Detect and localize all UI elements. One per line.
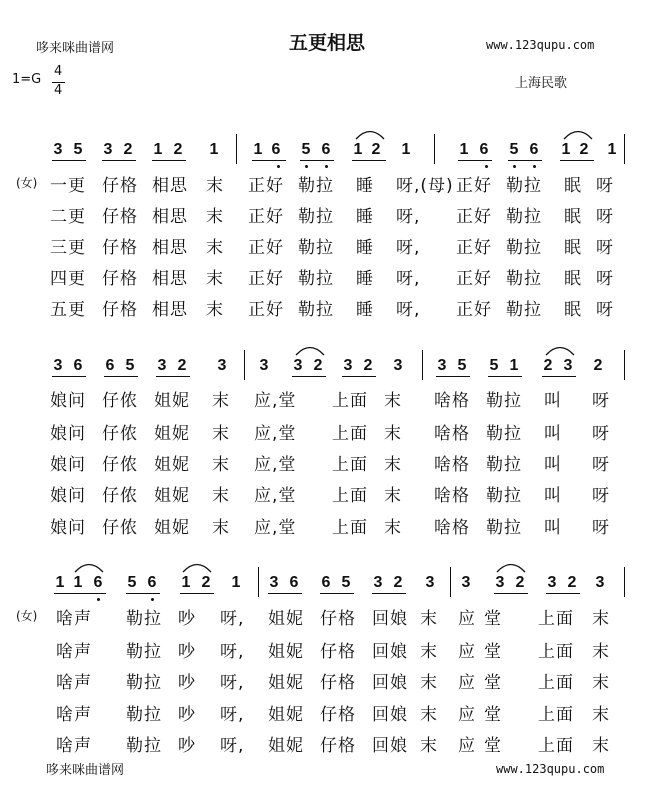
lyric: 堂 [484,673,502,693]
note: 1 [561,141,571,158]
lyric: 勒拉 [486,455,522,475]
lyric: 上面 [332,391,368,411]
note: 3 [425,574,435,591]
eighth-beam [436,376,470,377]
slur [496,561,526,573]
lyric: 应 [458,642,476,662]
bar-line [450,567,451,597]
note: 3 [269,574,279,591]
lyric: 仔侬 [102,518,138,538]
lyric: 勒拉 [126,673,162,693]
note: 6 [105,357,115,374]
lyric: 相思 [152,269,188,289]
lyric: 勒拉 [298,269,334,289]
lyric: 末 [592,642,610,662]
lyric: 上面 [332,486,368,506]
eighth-beam [300,160,334,161]
eighth-beam [102,160,136,161]
lyric: 末 [384,424,402,444]
lyric: 睡 [356,176,374,196]
lyric: 末 [592,609,610,629]
note: 3 [343,357,353,374]
note: 3 [53,141,63,158]
note: 1 [607,141,617,158]
lyric: 呀 [596,207,614,227]
note: 6 [271,141,281,158]
lyric: 啥格 [434,486,470,506]
lyric: 回娘 [372,736,408,756]
key-signature: 1=G [12,72,42,87]
lyric: 仔格 [102,300,138,320]
lyric: 呀, [220,673,245,693]
lyric: 四更 [50,269,86,289]
lyric: 睡 [356,207,374,227]
lyric: 末 [212,455,230,475]
lyric: 仔侬 [102,424,138,444]
lyric: 相思 [152,238,188,258]
lyric: 仔格 [320,705,356,725]
lyric: 末 [206,238,224,258]
lyric: 相思 [152,176,188,196]
bar-line [624,350,625,380]
lyric: 呀 [596,300,614,320]
note: 6 [147,574,157,591]
lyric: 上面 [332,518,368,538]
eighth-beam [542,376,576,377]
low-octave-dot [325,165,328,168]
lyric: 呀 [592,391,610,411]
lyric: 堂 [484,705,502,725]
lyric: 勒拉 [506,300,542,320]
eighth-beam [560,160,594,161]
note: 3 [437,357,447,374]
lyric: 睡 [356,300,374,320]
lyric: 呀,(母) [396,176,454,196]
site-url-header[interactable]: www.123qupu.com [486,38,595,52]
low-octave-dot [277,165,280,168]
song-genre: 上海民歌 [515,76,568,91]
note: 5 [73,141,83,158]
lyric: 吵 [178,705,196,725]
lyric: 勒拉 [126,705,162,725]
lyric: 吵 [178,736,196,756]
note: 1 [231,574,241,591]
lyric: 末 [420,609,438,629]
lyric: 吵 [178,609,196,629]
lyric: 应 [458,705,476,725]
lyric: 叫 [544,486,562,506]
note: 6 [321,574,331,591]
lyric: 呀, [396,269,421,289]
lyric: 勒拉 [506,207,542,227]
lyric: 眠 [564,238,582,258]
note: 2 [543,357,553,374]
lyric: 正好 [248,238,284,258]
lyric: 仔格 [102,238,138,258]
lyric: 仔格 [320,609,356,629]
note: 3 [293,357,303,374]
lyric: 应,堂 [254,391,297,411]
low-octave-dot [513,165,516,168]
lyric: 二更 [50,207,86,227]
note: 2 [567,574,577,591]
lyric: 回娘 [372,609,408,629]
lyric: 回娘 [372,673,408,693]
lyric: 睡 [356,269,374,289]
lyric: 眠 [564,269,582,289]
lyric: 姐妮 [268,609,304,629]
slur [355,128,385,140]
slur [295,344,325,356]
lyric: 叫 [544,424,562,444]
lyric: 呀, [220,736,245,756]
lyric: 正好 [248,176,284,196]
lyric: 上面 [332,455,368,475]
note: 6 [73,357,83,374]
eighth-beam [292,376,326,377]
eighth-beam [508,160,542,161]
lyric: 勒拉 [126,736,162,756]
lyric: 姐妮 [154,455,190,475]
lyric: 呀 [596,269,614,289]
note: 1 [509,357,519,374]
lyric: 啥格 [434,424,470,444]
lyric: 末 [592,673,610,693]
lyric: 吵 [178,673,196,693]
note: 3 [547,574,557,591]
lyric: 应,堂 [254,424,297,444]
lyric: 勒拉 [298,238,334,258]
lyric: 呀, [220,642,245,662]
lyric: 末 [206,269,224,289]
note: 3 [373,574,383,591]
lyric: 相思 [152,207,188,227]
bar-line [422,350,423,380]
lyric: 仔侬 [102,391,138,411]
lyric: 勒拉 [486,424,522,444]
note: 5 [489,357,499,374]
bar-line [624,134,625,164]
eighth-beam [152,160,186,161]
lyric: 姐妮 [154,486,190,506]
note: 6 [321,141,331,158]
eighth-beam [372,593,406,594]
note: 5 [457,357,467,374]
note: 3 [393,357,403,374]
lyric: 正好 [456,207,492,227]
note: 3 [53,357,63,374]
low-octave-dot [533,165,536,168]
note: 5 [341,574,351,591]
note: 2 [579,141,589,158]
lyric: 相思 [152,300,188,320]
lyric: 末 [420,705,438,725]
note: 6 [479,141,489,158]
lyric: 呀 [592,424,610,444]
lyric: 呀 [592,455,610,475]
lyric: 五更 [50,300,86,320]
lyric: 勒拉 [486,518,522,538]
note: 3 [563,357,573,374]
lyric: 呀, [220,705,245,725]
lyric: 叫 [544,518,562,538]
lyric: 末 [212,486,230,506]
lyric: 应 [458,736,476,756]
lyric: 应,堂 [254,455,297,475]
lyric: 末 [592,705,610,725]
eighth-beam [54,593,106,594]
lyric: 姐妮 [268,736,304,756]
lyric: 上面 [538,642,574,662]
low-octave-dot [97,598,100,601]
lyric: 呀, [220,609,245,629]
bar-line [624,567,625,597]
lyric: 末 [206,300,224,320]
lyric: 堂 [484,736,502,756]
note: 6 [289,574,299,591]
note: 2 [313,357,323,374]
lyric: 娘问 [50,424,86,444]
voice-label: (女) [16,176,38,190]
lyric: 啥声 [56,642,92,662]
lyric: 勒拉 [486,486,522,506]
lyric: 呀 [592,486,610,506]
lyric: 呀 [592,518,610,538]
slur [563,128,593,140]
lyric: 勒拉 [506,176,542,196]
note: 2 [173,141,183,158]
lyric: 正好 [456,300,492,320]
note: 1 [459,141,469,158]
eighth-beam [52,160,86,161]
lyric: 一更 [50,176,86,196]
lyric: 仔侬 [102,455,138,475]
lyric: 啥格 [434,391,470,411]
lyric: 堂 [484,642,502,662]
lyric: 睡 [356,238,374,258]
lyric: 仔格 [320,642,356,662]
lyric: 应 [458,673,476,693]
note: 2 [371,141,381,158]
note: 3 [259,357,269,374]
lyric: 勒拉 [298,176,334,196]
lyric: 末 [212,391,230,411]
eighth-beam [180,593,214,594]
lyric: 仔格 [320,673,356,693]
note: 1 [55,574,65,591]
lyric: 呀 [596,176,614,196]
lyric: 眠 [564,176,582,196]
lyric: 上面 [332,424,368,444]
low-octave-dot [151,598,154,601]
lyric: 勒拉 [506,238,542,258]
lyric: 末 [420,673,438,693]
lyric: 勒拉 [298,207,334,227]
note: 3 [461,574,471,591]
lyric: 啥声 [56,609,92,629]
lyric: 末 [384,486,402,506]
eighth-beam [268,593,302,594]
lyric: 姐妮 [268,705,304,725]
note: 3 [217,357,227,374]
time-signature-top: 4 [54,64,63,79]
note: 1 [253,141,263,158]
site-name-header: 哆来咪曲谱网 [36,41,115,56]
eighth-beam [494,593,528,594]
lyric: 啥格 [434,455,470,475]
lyric: 叫 [544,455,562,475]
note: 2 [363,357,373,374]
lyric: 叫 [544,391,562,411]
lyric: 姐妮 [154,518,190,538]
note: 2 [201,574,211,591]
lyric: 呀, [396,238,421,258]
lyric: 勒拉 [506,269,542,289]
note: 1 [153,141,163,158]
lyric: 呀, [396,300,421,320]
eighth-beam [252,160,286,161]
lyric: 呀, [396,207,421,227]
lyric: 回娘 [372,705,408,725]
note: 2 [177,357,187,374]
lyric: 回娘 [372,642,408,662]
lyric: 正好 [456,238,492,258]
note: 1 [181,574,191,591]
note: 2 [593,357,603,374]
slur [74,561,104,573]
eighth-beam [104,376,138,377]
lyric: 娘问 [50,391,86,411]
lyric: 眠 [564,207,582,227]
eighth-beam [52,376,86,377]
time-signature-bottom: 4 [54,83,63,98]
note: 5 [127,574,137,591]
lyric: 应,堂 [254,486,297,506]
bar-line [244,350,245,380]
lyric: 末 [206,207,224,227]
site-name-footer: 哆来咪曲谱网 [46,763,125,778]
eighth-beam [156,376,190,377]
song-title: 五更相思 [289,32,366,54]
eighth-beam [126,593,160,594]
note: 2 [515,574,525,591]
lyric: 娘问 [50,455,86,475]
note: 3 [103,141,113,158]
lyric: 娘问 [50,486,86,506]
note: 1 [73,574,83,591]
lyric: 姐妮 [268,673,304,693]
eighth-beam [342,376,376,377]
note: 1 [353,141,363,158]
lyric: 末 [384,391,402,411]
lyric: 正好 [248,207,284,227]
lyric: 应 [458,609,476,629]
lyric: 末 [212,424,230,444]
low-octave-dot [305,165,308,168]
note: 1 [401,141,411,158]
slur [545,344,575,356]
lyric: 仔格 [102,207,138,227]
lyric: 吵 [178,642,196,662]
lyric: 上面 [538,736,574,756]
slur [182,561,212,573]
lyric: 啥声 [56,736,92,756]
note: 1 [209,141,219,158]
lyric: 仔格 [102,176,138,196]
lyric: 姐妮 [268,642,304,662]
note: 3 [595,574,605,591]
lyric: 勒拉 [126,642,162,662]
lyric: 末 [212,518,230,538]
lyric: 末 [420,736,438,756]
lyric: 正好 [248,269,284,289]
lyric: 勒拉 [486,391,522,411]
eighth-beam [488,376,522,377]
note: 2 [393,574,403,591]
bar-line [258,567,259,597]
lyric: 姐妮 [154,424,190,444]
lyric: 仔侬 [102,486,138,506]
lyric: 末 [206,176,224,196]
lyric: 仔格 [102,269,138,289]
lyric: 眠 [564,300,582,320]
lyric: 上面 [538,705,574,725]
bar-line [236,134,237,164]
lyric: 啥声 [56,673,92,693]
note: 6 [93,574,103,591]
lyric: 末 [420,642,438,662]
lyric: 应,堂 [254,518,297,538]
lyric: 堂 [484,609,502,629]
lyric: 三更 [50,238,86,258]
lyric: 正好 [248,300,284,320]
note: 5 [301,141,311,158]
low-octave-dot [485,165,488,168]
lyric: 仔格 [320,736,356,756]
lyric: 啥声 [56,705,92,725]
eighth-beam [546,593,580,594]
lyric: 勒拉 [298,300,334,320]
note: 5 [125,357,135,374]
site-url-footer[interactable]: www.123qupu.com [496,762,605,776]
lyric: 姐妮 [154,391,190,411]
lyric: 末 [592,736,610,756]
eighth-beam [352,160,386,161]
eighth-beam [320,593,354,594]
lyric: 娘问 [50,518,86,538]
lyric: 上面 [538,609,574,629]
lyric: 正好 [456,176,492,196]
note: 2 [123,141,133,158]
lyric: 勒拉 [126,609,162,629]
voice-label: (女) [16,609,38,623]
bar-line [434,134,435,164]
eighth-beam [458,160,492,161]
lyric: 末 [384,455,402,475]
lyric: 呀 [596,238,614,258]
lyric: 啥格 [434,518,470,538]
note: 3 [495,574,505,591]
lyric: 末 [384,518,402,538]
lyric: 上面 [538,673,574,693]
note: 5 [509,141,519,158]
lyric: 正好 [456,269,492,289]
note: 6 [529,141,539,158]
note: 3 [157,357,167,374]
